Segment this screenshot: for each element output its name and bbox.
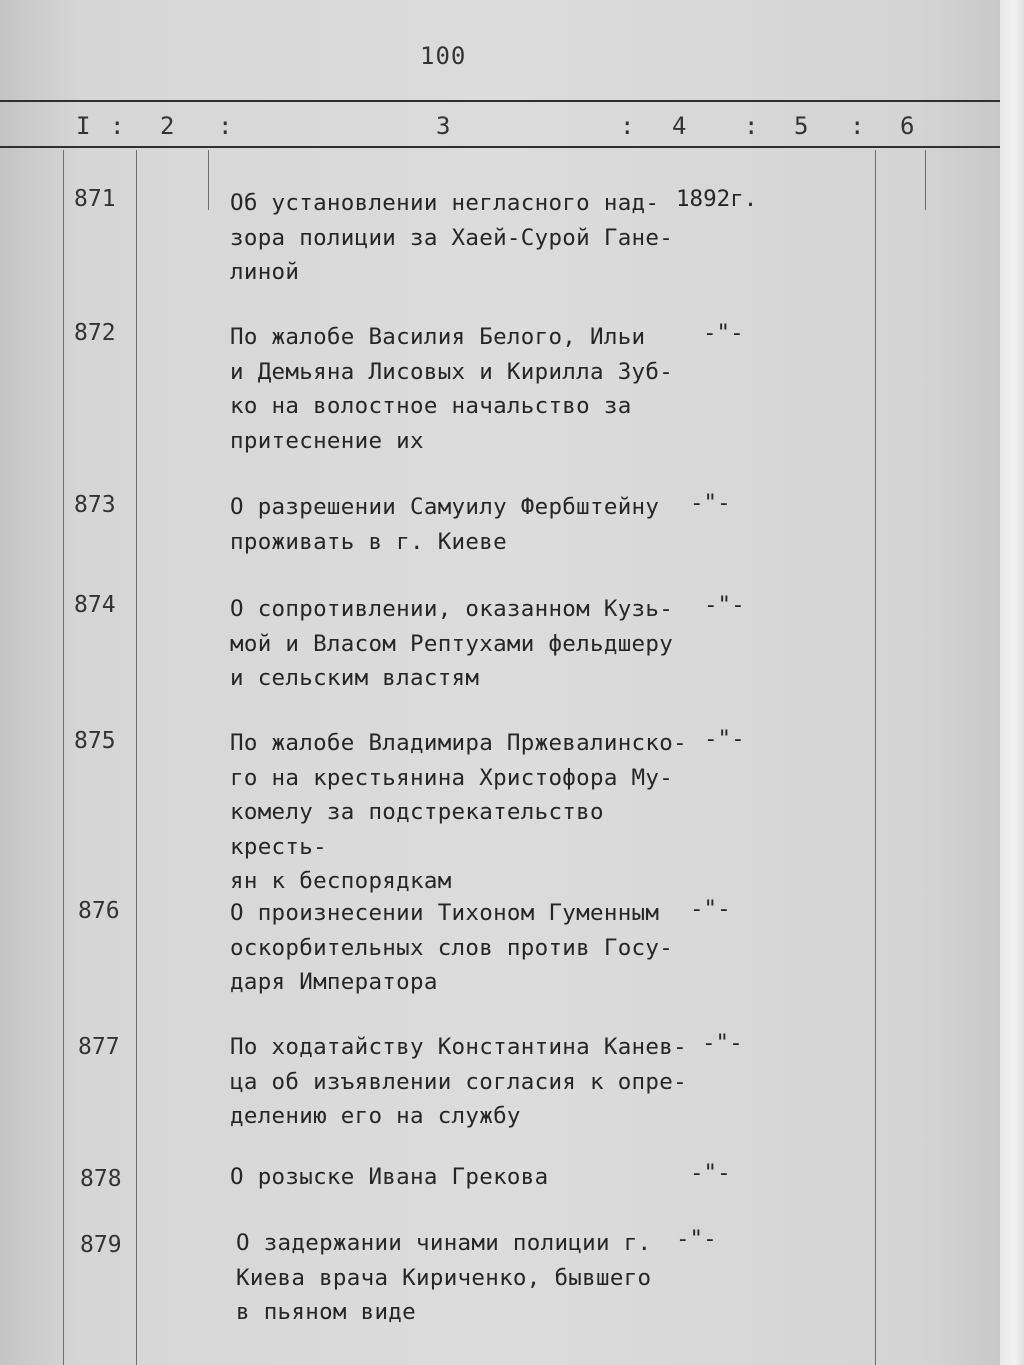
entry-text: [230, 1030, 690, 1134]
column-header-4: 4: [672, 112, 687, 140]
entry-number: 879: [80, 1232, 122, 1258]
entry-line: в пьяном виде: [236, 1299, 416, 1325]
column-rule: [63, 150, 64, 1365]
entry-line: зора полиции за Хаей-Сурой Гане-: [230, 224, 674, 251]
entry-number: 875: [74, 728, 116, 754]
entry-line: О задержании чинами полиции г.: [236, 1230, 652, 1256]
entry-date: -"-: [702, 1030, 743, 1056]
entry-date: -"-: [676, 1226, 717, 1252]
column-rule: [208, 150, 209, 210]
column-header-sep: :: [850, 112, 865, 140]
entry-number: 872: [74, 320, 116, 346]
entry-number: 878: [80, 1166, 122, 1192]
page-number: 100: [420, 42, 467, 70]
entry-line: даря Императора: [230, 969, 438, 995]
entry-date: -"-: [704, 726, 745, 752]
page-edge: [1000, 0, 1024, 1365]
column-header-sep: :: [744, 112, 759, 140]
entry-text: [230, 490, 690, 559]
entry-date: -"-: [690, 1160, 731, 1186]
entry-text: [230, 320, 690, 458]
column-header-6: 6: [900, 112, 915, 140]
entry-date: -"-: [703, 320, 744, 346]
entry-text: [230, 896, 690, 1000]
entry-line: мой и Власом Рептухами фельдшеру: [230, 630, 674, 657]
column-header-1: I: [76, 112, 91, 140]
entry-line: О произнесении Тихоном Гуменным: [230, 900, 660, 926]
entry-line: О разрешении Самуилу Фербштейну: [230, 494, 660, 520]
entry-line: проживать в г. Киеве: [230, 528, 507, 555]
entry-line: го на крестьянина Христофора Му-: [230, 764, 674, 791]
entry-number: 873: [74, 492, 116, 518]
entry-number: 871: [74, 186, 116, 212]
column-header-sep: :: [110, 112, 125, 140]
column-rule: [925, 150, 926, 210]
entry-line: Киева врача Кириченко, бывшего: [236, 1264, 652, 1291]
entry-text: [230, 726, 690, 899]
entry-date: -"-: [704, 592, 745, 618]
entry-line: оскорбительных слов против Госу-: [230, 934, 674, 961]
column-rule: [875, 150, 876, 1365]
entry-number: 877: [78, 1034, 120, 1060]
entry-line: Об установлении негласного над-: [230, 190, 660, 216]
column-header-sep: :: [620, 112, 635, 140]
entry-line: и Демьяна Лисовых и Кирилла Зуб-: [230, 358, 674, 385]
entry-text: [230, 1160, 690, 1195]
column-header-2: 2: [160, 112, 175, 140]
column-header-3: 3: [436, 112, 451, 140]
entry-line: О розыске Ивана Грекова: [230, 1164, 549, 1190]
entry-date: -"-: [690, 490, 731, 516]
entry-line: и сельским властям: [230, 665, 480, 691]
entry-date: -"-: [690, 896, 731, 922]
entry-line: линой: [230, 259, 300, 285]
entry-text: [230, 186, 690, 290]
column-header-5: 5: [794, 112, 809, 140]
entry-number: 874: [74, 592, 116, 618]
entry-line: По жалобе Владимира Пржевалинско-: [230, 730, 687, 756]
entry-text: [236, 1226, 696, 1330]
entry-line: О сопротивлении, оказанном Кузь-: [230, 596, 674, 622]
entry-text: [230, 592, 690, 696]
entry-line: ян к беспорядкам: [230, 868, 452, 894]
entry-line: По ходатайству Константина Канев-: [230, 1034, 687, 1060]
header-top-rule: [0, 100, 1000, 102]
column-rule: [136, 150, 137, 1365]
entry-line: делению его на службу: [230, 1103, 521, 1129]
entry-line: притеснение их: [230, 427, 424, 454]
entry-line: ко на волостное начальство за: [230, 393, 632, 419]
entry-number: 876: [78, 898, 120, 924]
header-bottom-rule: [0, 146, 1000, 148]
column-header-sep: :: [218, 112, 233, 140]
entry-line: ца об изъявлении согласия к опре-: [230, 1068, 687, 1095]
entry-line: По жалобе Василия Белого, Ильи: [230, 324, 646, 350]
entry-date: 1892г.: [676, 186, 758, 212]
entry-line: комелу за подстрекательство кресть-: [230, 799, 604, 860]
